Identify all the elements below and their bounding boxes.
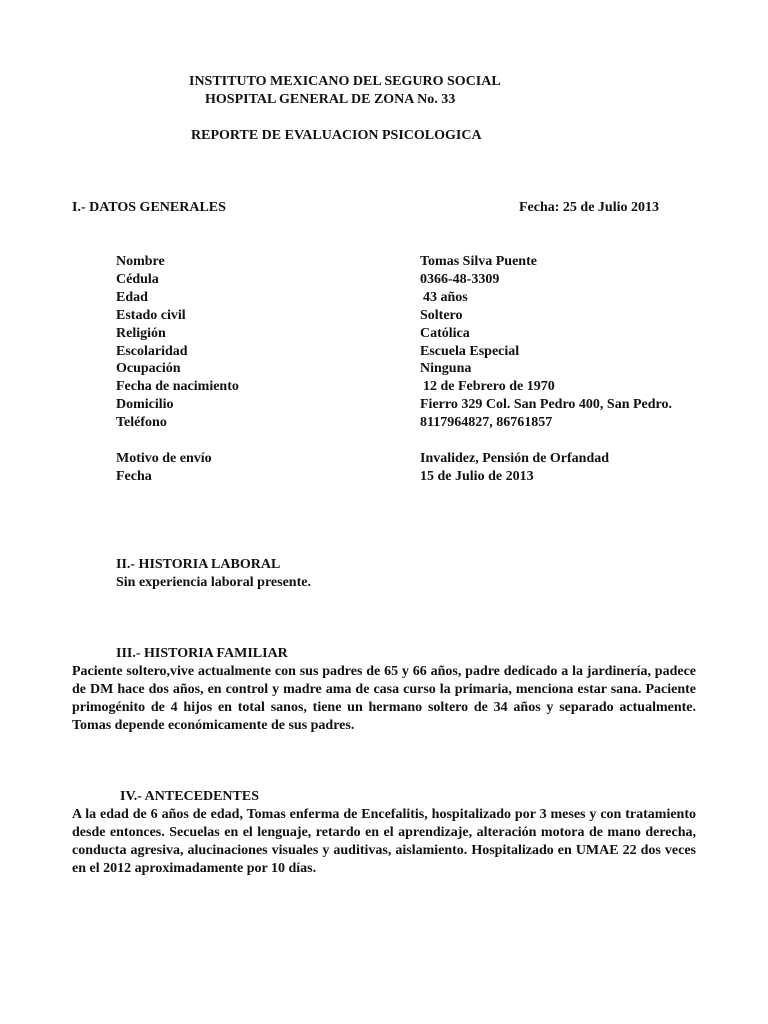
field-label-escolaridad: Escolaridad <box>116 344 188 359</box>
field-label-fecha-nacimiento: Fecha de nacimiento <box>116 379 239 394</box>
section-2-text: Sin experiencia laboral presente. <box>116 575 311 590</box>
field-label-cedula: Cédula <box>116 272 159 287</box>
field-value-estado-civil: Soltero <box>420 308 463 323</box>
section-4-text: A la edad de 6 años de edad, Tomas enferma de Encefalitis, hospitalizado por 3 meses y con tratamiento desde entonces. Secuelas en el lenguaje, retardo en el aprendizaje, alteración motora de mano derecha, conducta agresiva, alucinaciones visuales y auditivas, aislamiento. Hospitalizado en UMAE 22 dos veces en el 2012 aproximadamente por 10 días. <box>72 807 696 876</box>
report-title: REPORTE DE EVALUACION PSICOLOGICA <box>191 128 482 143</box>
field-value-ocupacion: Ninguna <box>420 361 472 376</box>
field-label-ocupacion: Ocupación <box>116 361 181 376</box>
field-value-religion: Católica <box>420 326 470 341</box>
field-label-nombre: Nombre <box>116 254 165 269</box>
field-label-motivo-envio: Motivo de envío <box>116 451 212 466</box>
field-label-fecha-envio: Fecha <box>116 469 152 484</box>
field-label-estado-civil: Estado civil <box>116 308 186 323</box>
field-value-cedula: 0366-48-3309 <box>420 272 500 287</box>
field-value-telefono: 8117964827, 86761857 <box>420 415 553 430</box>
field-label-domicilio: Domicilio <box>116 397 174 412</box>
section-1-title: I.- DATOS GENERALES <box>72 200 226 215</box>
section-3-title: III.- HISTORIA FAMILIAR <box>116 646 288 661</box>
field-label-telefono: Teléfono <box>116 415 167 430</box>
institute-name: INSTITUTO MEXICANO DEL SEGURO SOCIAL <box>189 74 501 89</box>
field-value-domicilio: Fierro 329 Col. San Pedro 400, San Pedro. <box>420 397 672 412</box>
section-3-text: Paciente soltero,vive actualmente con sus padres de 65 y 66 años, padre dedicado a la jardinería, padece de DM hace dos años, en control y madre ama de casa curso la primaria, menciona estar sana. Paciente primogénito de 4 hijos en total sanos, tiene un hermano soltero de 34 años y separado actualmente. Tomas depende económicamente de sus padres. <box>72 664 696 733</box>
field-value-fecha-nacimiento: 12 de Febrero de 1970 <box>423 379 555 394</box>
field-label-edad: Edad <box>116 290 148 305</box>
hospital-name: HOSPITAL GENERAL DE ZONA No. 33 <box>205 92 456 107</box>
section-2-title: II.- HISTORIA LABORAL <box>116 557 281 572</box>
field-label-religion: Religión <box>116 326 166 341</box>
report-date: Fecha: 25 de Julio 2013 <box>519 200 659 215</box>
field-value-edad: 43 años <box>423 290 468 305</box>
field-value-fecha-envio: 15 de Julio de 2013 <box>420 469 534 484</box>
field-value-escolaridad: Escuela Especial <box>420 344 520 359</box>
field-value-nombre: Tomas Silva Puente <box>420 254 537 269</box>
section-4-title: IV.- ANTECEDENTES <box>120 789 260 804</box>
field-value-motivo-envio: Invalidez, Pensión de Orfandad <box>420 451 610 466</box>
